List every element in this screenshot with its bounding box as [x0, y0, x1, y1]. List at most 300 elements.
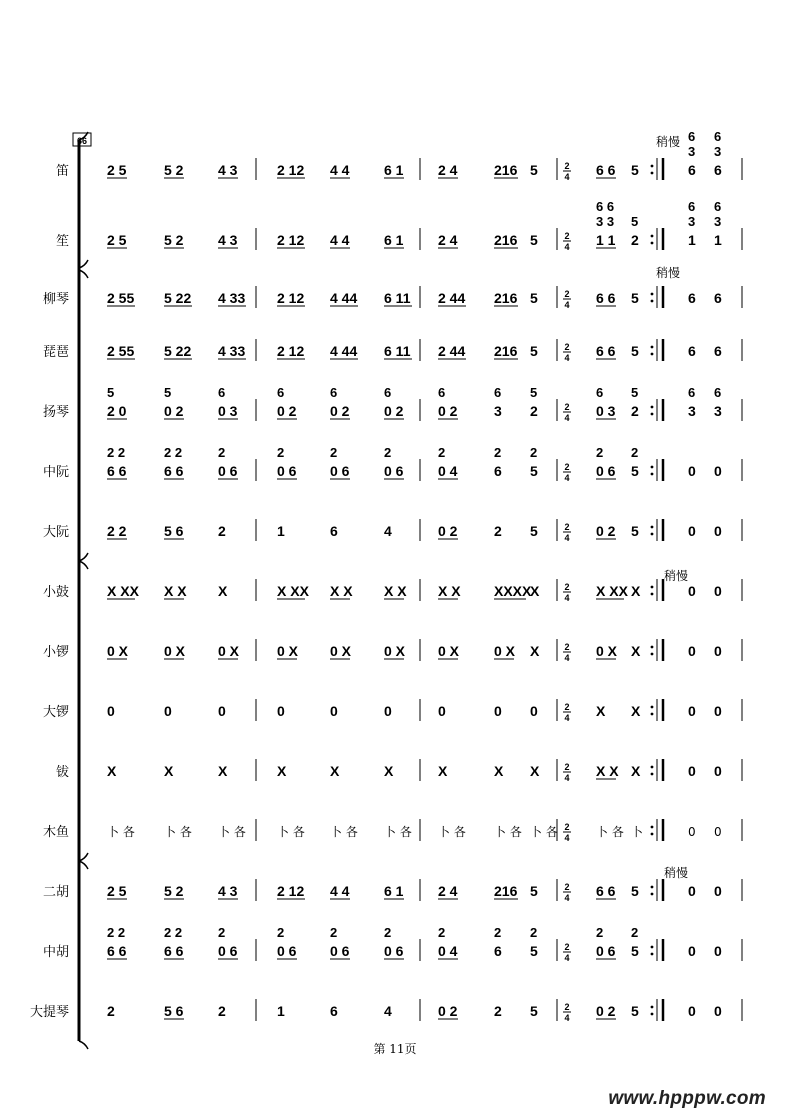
- note: 216: [494, 883, 518, 899]
- note: 0: [164, 703, 172, 719]
- note: 0 2: [438, 523, 458, 539]
- time-signature-top: 2: [564, 289, 570, 299]
- repeat-dot: [651, 826, 654, 829]
- note: 0: [714, 523, 722, 539]
- time-signature-top: 2: [564, 642, 570, 652]
- note: 4: [384, 523, 392, 539]
- note: 0 2: [596, 523, 616, 539]
- note: 0 3: [596, 403, 616, 419]
- time-signature-bottom: 4: [564, 773, 570, 783]
- upper-voice-note: 5: [107, 385, 115, 400]
- note: 4 44: [330, 343, 358, 359]
- note: 216: [494, 162, 518, 178]
- upper-voice-note: 6: [596, 385, 604, 400]
- note: X: [596, 703, 606, 719]
- upper-voice-note: 6: [688, 385, 696, 400]
- upper-voice-note: 2: [277, 925, 285, 940]
- time-signature-top: 2: [564, 582, 570, 592]
- note: 216: [494, 343, 518, 359]
- time-signature-top: 2: [564, 942, 570, 952]
- note: 4: [384, 1003, 392, 1019]
- repeat-dot: [651, 593, 654, 596]
- repeat-dot: [651, 172, 654, 175]
- repeat-dot: [651, 646, 654, 649]
- note: 0: [714, 583, 722, 599]
- rehearsal-mark: 66: [76, 136, 88, 146]
- note: 卜 各: [107, 825, 135, 839]
- note: X XX: [107, 583, 139, 599]
- note: 卜 各: [218, 825, 246, 839]
- upper-voice-note: 3 3: [596, 214, 615, 229]
- note: 2: [631, 403, 639, 419]
- instrument-label: 大锣: [42, 705, 69, 720]
- repeat-dot: [651, 586, 654, 589]
- note: 0 6: [277, 943, 297, 959]
- note: 0: [530, 703, 538, 719]
- note: 0: [714, 1003, 722, 1019]
- upper-voice-note: 3: [714, 214, 722, 229]
- tempo-word: 稍慢: [664, 569, 689, 583]
- note: 216: [494, 290, 518, 306]
- time-signature-bottom: 4: [564, 593, 570, 603]
- repeat-dot: [651, 886, 654, 889]
- time-signature-top: 2: [564, 161, 570, 171]
- instrument-label: 大阮: [42, 525, 69, 540]
- instrument-label: 木鱼: [42, 825, 69, 840]
- note: 0 2: [438, 403, 458, 419]
- note: 2 55: [107, 343, 135, 359]
- instrument-label: 二胡: [42, 885, 69, 900]
- note: 6: [714, 290, 722, 306]
- upper-voice-note: 2 2: [164, 925, 183, 940]
- instrument-label: 笙: [55, 234, 69, 249]
- note: 2 12: [277, 162, 305, 178]
- note: 5: [530, 1003, 538, 1019]
- note: X: [107, 763, 117, 779]
- note: 5 6: [164, 523, 184, 539]
- note: 2: [107, 1003, 115, 1019]
- note: 0 6: [330, 463, 350, 479]
- note: 5: [530, 883, 538, 899]
- note: 4 3: [218, 883, 238, 899]
- note: 6 1: [384, 883, 404, 899]
- time-signature-bottom: 4: [564, 533, 570, 543]
- note: 6 6: [107, 943, 127, 959]
- note: 0 6: [596, 943, 616, 959]
- note: 4 4: [330, 232, 350, 248]
- note: 5 2: [164, 232, 184, 248]
- note: 0: [330, 703, 338, 719]
- note: 0: [714, 943, 722, 959]
- note: 2: [530, 403, 538, 419]
- upper-voice-note: 2: [330, 925, 338, 940]
- note: 5: [631, 943, 639, 959]
- note: X X: [384, 583, 407, 599]
- note: XXXX: [494, 583, 532, 599]
- note: 0: [688, 1003, 696, 1019]
- note: 5 6: [164, 1003, 184, 1019]
- upper-voice-note: 3: [688, 144, 696, 159]
- upper-voice-note: 6: [714, 199, 722, 214]
- repeat-dot: [651, 766, 654, 769]
- note: 0 X: [384, 643, 406, 659]
- upper-voice-note: 2: [384, 445, 392, 460]
- notation: [107, 129, 722, 1019]
- note: 0 X: [494, 643, 516, 659]
- note: 2: [631, 232, 639, 248]
- note: 2: [218, 1003, 226, 1019]
- note: X: [530, 763, 540, 779]
- note: X X: [164, 583, 187, 599]
- note: 4 4: [330, 883, 350, 899]
- upper-voice-note: 2: [330, 445, 338, 460]
- note: 卜 各: [330, 825, 358, 839]
- note: 0: [714, 825, 722, 839]
- repeat-dot: [651, 466, 654, 469]
- tempo-word: 稍慢: [664, 866, 689, 880]
- repeat-dot: [651, 653, 654, 656]
- note: X: [631, 583, 641, 599]
- instrument-label: 小锣: [42, 645, 69, 660]
- time-signature-bottom: 4: [564, 172, 570, 182]
- upper-voice-note: 6: [494, 385, 502, 400]
- upper-voice-note: 2: [494, 925, 502, 940]
- note: 0: [107, 703, 115, 719]
- upper-voice-note: 2: [596, 925, 604, 940]
- time-signature-top: 2: [564, 822, 570, 832]
- note: 0 X: [438, 643, 460, 659]
- repeat-dot: [651, 473, 654, 476]
- note: 5: [530, 463, 538, 479]
- note: 0 X: [218, 643, 240, 659]
- instrument-label: 中胡: [42, 945, 69, 960]
- repeat-dot: [651, 413, 654, 416]
- upper-voice-note: 3: [714, 144, 722, 159]
- note: 5 22: [164, 343, 192, 359]
- note: 2 0: [107, 403, 127, 419]
- instrument-label: 柳琴: [42, 292, 69, 307]
- note: 2 44: [438, 290, 466, 306]
- note: X: [631, 763, 641, 779]
- note: 0: [688, 703, 696, 719]
- note: 5: [631, 162, 639, 178]
- note: X: [494, 763, 504, 779]
- note: 0: [688, 583, 696, 599]
- note: 0 2: [164, 403, 184, 419]
- time-signature-bottom: 4: [564, 242, 570, 252]
- upper-voice-note: 5: [164, 385, 172, 400]
- repeat-dot: [651, 833, 654, 836]
- time-signature-top: 2: [564, 702, 570, 712]
- note: 2 12: [277, 883, 305, 899]
- note: X X: [596, 763, 619, 779]
- note: 0: [714, 763, 722, 779]
- upper-voice-note: 2: [277, 445, 285, 460]
- note: 6 6: [596, 343, 616, 359]
- watermark: www.hpppw.com: [608, 1088, 766, 1109]
- repeat-dot: [651, 893, 654, 896]
- note: 0 6: [384, 943, 404, 959]
- note: 0 2: [277, 403, 297, 419]
- note: 6: [688, 290, 696, 306]
- upper-voice-note: 2: [530, 925, 538, 940]
- note: 4 4: [330, 162, 350, 178]
- upper-voice-note: 6: [384, 385, 392, 400]
- note: 0 6: [330, 943, 350, 959]
- time-signature-bottom: 4: [564, 353, 570, 363]
- time-signature-top: 2: [564, 522, 570, 532]
- note: 0 6: [218, 463, 238, 479]
- system-brackets: [76, 132, 88, 1049]
- upper-voice-note: 2 2: [164, 445, 183, 460]
- note: 2 5: [107, 162, 127, 178]
- note: 0 X: [107, 643, 129, 659]
- upper-voice-note: 6: [714, 385, 722, 400]
- note: 0 X: [596, 643, 618, 659]
- upper-voice-note: 2: [631, 925, 639, 940]
- note: 5: [631, 1003, 639, 1019]
- note: 1: [688, 232, 696, 248]
- repeat-dot: [651, 293, 654, 296]
- note: 6: [688, 162, 696, 178]
- upper-voice-note: 6: [277, 385, 285, 400]
- note: 卜 各: [494, 825, 522, 839]
- note: 2 4: [438, 883, 458, 899]
- note: 0: [688, 643, 696, 659]
- upper-voice-note: 6: [688, 129, 696, 144]
- note: 0 6: [596, 463, 616, 479]
- note: 0: [277, 703, 285, 719]
- note: X: [330, 763, 340, 779]
- note: 3: [494, 403, 502, 419]
- upper-voice-note: 6: [438, 385, 446, 400]
- note: 卜 各: [164, 825, 192, 839]
- note: 4 3: [218, 232, 238, 248]
- upper-voice-note: 2: [438, 445, 446, 460]
- note: 2 12: [277, 343, 305, 359]
- note: 2 5: [107, 883, 127, 899]
- note: 4 3: [218, 162, 238, 178]
- note: 5: [530, 290, 538, 306]
- repeat-dot: [651, 1013, 654, 1016]
- repeat-dot: [651, 526, 654, 529]
- note: 5: [631, 343, 639, 359]
- note: 1: [277, 1003, 285, 1019]
- upper-voice-note: 6 6: [596, 199, 615, 214]
- note: 0: [218, 703, 226, 719]
- note: 6 6: [164, 463, 184, 479]
- note: 6: [714, 162, 722, 178]
- note: 0: [688, 763, 696, 779]
- upper-voice-note: 2: [218, 445, 226, 460]
- note: 0 2: [330, 403, 350, 419]
- note: 6: [494, 463, 502, 479]
- note: 6: [330, 523, 338, 539]
- note: 0 2: [384, 403, 404, 419]
- note: 5: [530, 943, 538, 959]
- time-signature-top: 2: [564, 462, 570, 472]
- note: 0: [688, 825, 696, 839]
- time-signature-top: 2: [564, 402, 570, 412]
- note: X: [218, 763, 228, 779]
- note: 1: [714, 232, 722, 248]
- note: 5: [631, 463, 639, 479]
- upper-voice-note: 2: [494, 445, 502, 460]
- upper-voice-note: 6: [688, 199, 696, 214]
- upper-voice-note: 6: [714, 129, 722, 144]
- instrument-label: 笛: [55, 164, 69, 179]
- note: 216: [494, 232, 518, 248]
- upper-voice-note: 5: [631, 214, 639, 229]
- upper-voice-note: 5: [631, 385, 639, 400]
- tempo-word: 稍慢: [656, 135, 681, 149]
- instrument-label: 钹: [55, 765, 69, 780]
- upper-voice-note: 6: [218, 385, 226, 400]
- note: 卜 各: [438, 825, 466, 839]
- note: 5: [631, 523, 639, 539]
- note: 2 12: [277, 232, 305, 248]
- repeat-dot: [651, 953, 654, 956]
- upper-voice-note: 5: [530, 385, 538, 400]
- note: 3: [714, 403, 722, 419]
- repeat-dot: [651, 406, 654, 409]
- note: 卜 各: [384, 825, 412, 839]
- note: 0 6: [384, 463, 404, 479]
- upper-voice-note: 2 2: [107, 925, 126, 940]
- note: 2: [494, 523, 502, 539]
- note: 5: [530, 343, 538, 359]
- note: X: [631, 643, 641, 659]
- note: 2 44: [438, 343, 466, 359]
- time-signature-bottom: 4: [564, 1013, 570, 1023]
- repeat-dot: [651, 533, 654, 536]
- time-signature-bottom: 4: [564, 653, 570, 663]
- note: 6: [330, 1003, 338, 1019]
- note: 3: [688, 403, 696, 419]
- note: 2 12: [277, 290, 305, 306]
- note: 2: [494, 1003, 502, 1019]
- repeat-dot: [651, 773, 654, 776]
- note: 5: [631, 290, 639, 306]
- note: X: [164, 763, 174, 779]
- note: 6 11: [384, 290, 411, 306]
- note: 0 6: [277, 463, 297, 479]
- note: 2 4: [438, 232, 458, 248]
- note: 0: [714, 883, 722, 899]
- note: 6 6: [107, 463, 127, 479]
- note: 0 2: [596, 1003, 616, 1019]
- note: 6 6: [596, 162, 616, 178]
- note: 6 1: [384, 232, 404, 248]
- note: X: [218, 583, 228, 599]
- upper-voice-note: 2: [631, 445, 639, 460]
- note: 5 22: [164, 290, 192, 306]
- note: 2 2: [107, 523, 127, 539]
- note: 2 4: [438, 162, 458, 178]
- note: 0: [384, 703, 392, 719]
- note: X: [384, 763, 394, 779]
- page-number: 第 11页: [373, 1042, 417, 1056]
- note: 2: [218, 523, 226, 539]
- note: 6 6: [596, 883, 616, 899]
- repeat-dot: [651, 242, 654, 245]
- upper-voice-note: 2 2: [107, 445, 126, 460]
- note: 卜: [631, 825, 644, 839]
- instrument-labels: [30, 164, 69, 1020]
- note: 4 44: [330, 290, 358, 306]
- time-signature-bottom: 4: [564, 713, 570, 723]
- time-signature-bottom: 4: [564, 300, 570, 310]
- note: 0: [494, 703, 502, 719]
- repeat-dot: [651, 1006, 654, 1009]
- instrument-label: 中阮: [42, 465, 69, 480]
- note: 0 X: [164, 643, 186, 659]
- note: 0: [688, 943, 696, 959]
- instrument-label: 小鼓: [42, 585, 69, 600]
- repeat-dot: [651, 165, 654, 168]
- repeat-dot: [651, 300, 654, 303]
- note: X XX: [596, 583, 628, 599]
- time-signature-bottom: 4: [564, 893, 570, 903]
- note: 6: [714, 343, 722, 359]
- note: 0: [714, 703, 722, 719]
- note: 6: [494, 943, 502, 959]
- note: 0 6: [218, 943, 238, 959]
- repeat-dot: [651, 353, 654, 356]
- note: 卜 各: [277, 825, 305, 839]
- upper-voice-note: 6: [330, 385, 338, 400]
- note: X: [530, 583, 540, 599]
- upper-voice-note: 3: [688, 214, 696, 229]
- note: X: [631, 703, 641, 719]
- repeat-dot: [651, 706, 654, 709]
- note: 6 6: [596, 290, 616, 306]
- tempo-word: 稍慢: [656, 266, 681, 280]
- note: 0: [714, 463, 722, 479]
- note: X XX: [277, 583, 309, 599]
- time-signature-top: 2: [564, 1002, 570, 1012]
- note: 5 2: [164, 883, 184, 899]
- note: 0 2: [438, 1003, 458, 1019]
- note: X: [438, 763, 448, 779]
- instrument-label: 扬琴: [42, 405, 69, 420]
- note: 5: [530, 523, 538, 539]
- time-signature-top: 2: [564, 762, 570, 772]
- upper-voice-note: 2: [596, 445, 604, 460]
- note: 0 3: [218, 403, 238, 419]
- note: 1 1: [596, 232, 616, 248]
- time-signature-top: 2: [564, 231, 570, 241]
- note: 5 2: [164, 162, 184, 178]
- time-signature-bottom: 4: [564, 953, 570, 963]
- note: 5: [530, 162, 538, 178]
- note: 0 X: [277, 643, 299, 659]
- note: 0: [714, 643, 722, 659]
- note: 0: [688, 523, 696, 539]
- instrument-label: 大提琴: [29, 1005, 69, 1020]
- repeat-dot: [651, 946, 654, 949]
- note: 6 1: [384, 162, 404, 178]
- note: 2 5: [107, 232, 127, 248]
- time-signature-bottom: 4: [564, 473, 570, 483]
- note: 0 4: [438, 463, 458, 479]
- note: 6 6: [164, 943, 184, 959]
- time-signature-bottom: 4: [564, 413, 570, 423]
- note: 5: [631, 883, 639, 899]
- note: X X: [330, 583, 353, 599]
- note: 0: [688, 883, 696, 899]
- note: X: [530, 643, 540, 659]
